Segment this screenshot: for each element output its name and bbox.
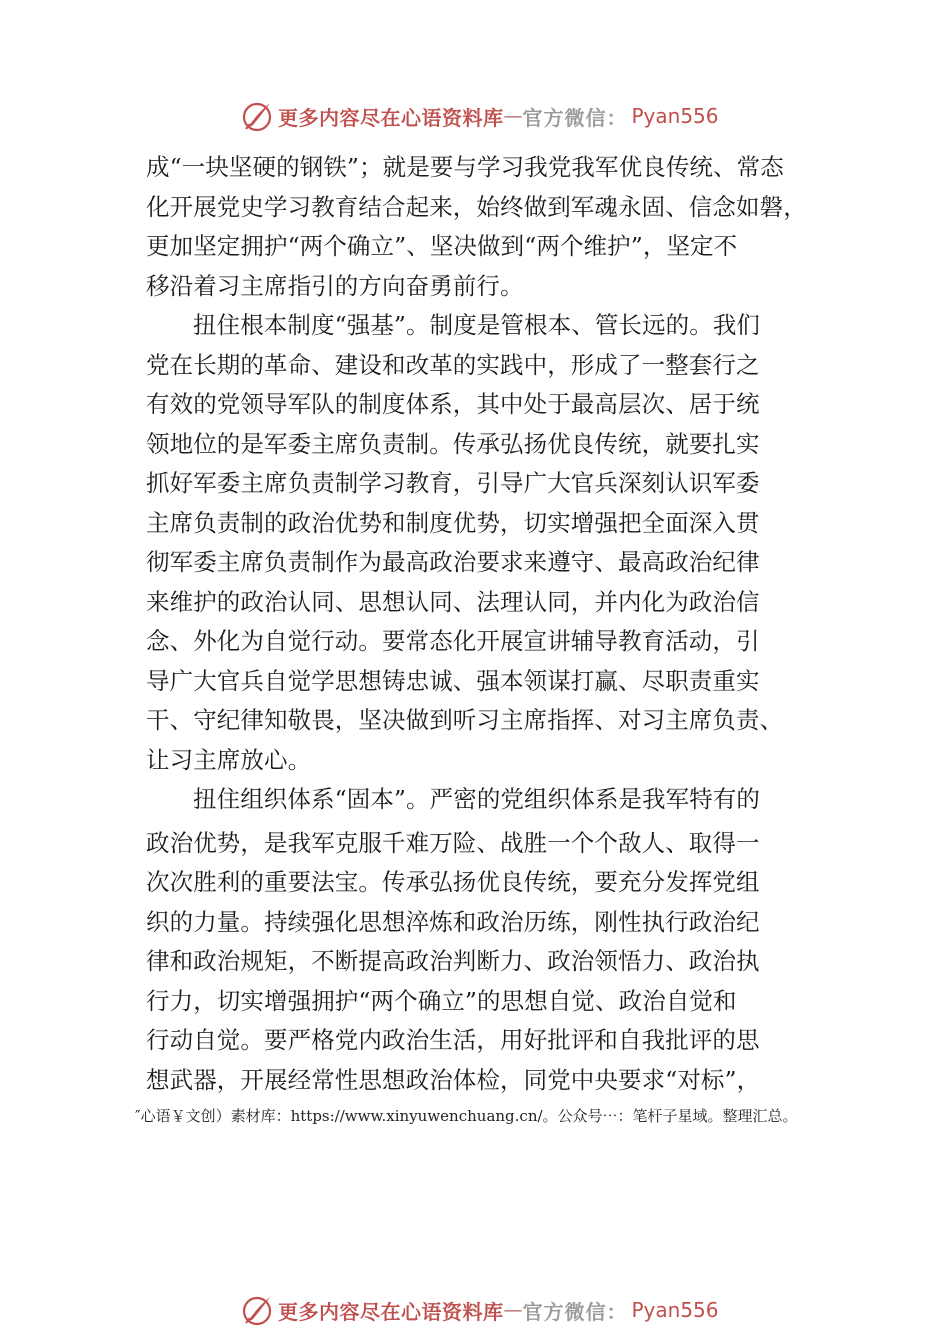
text-line: 念、外化为自觉行动。要常态化开展宣讲辅导教育活动，引 [146, 627, 760, 655]
text-line: 行力，切实增强拥护“两个确立”的思想自觉、政治自觉和 [146, 986, 737, 1015]
banner-label: 官方微信： [522, 105, 628, 130]
text-line: 主席负责制的政治优势和制度优势，切实增强把全面深入贯 [146, 508, 760, 537]
text-line: 彻军委主席负责制作为最高政治要求来遵守、最高政治纪律 [146, 548, 760, 576]
text-line: 化开展党史学习教育结合起来，始终做到军魂永固、信念如磐， [146, 192, 807, 221]
text-line: 有效的党领导军队的制度体系，其中处于最高层次、居于统 [146, 390, 760, 418]
banner-wechat-id: Pyan556 [631, 104, 719, 128]
paragraph-start-line: 扭住组织体系“固本”。严密的党组织体系是我军特有的 [193, 785, 761, 813]
paragraph-start-line: 扭住根本制度“强基”。制度是管根本、管长远的。我们 [193, 311, 761, 339]
footer-banner [240, 1290, 719, 1330]
text-line: 干、守纪律知敬畏，坚决做到听习主席指挥、对习主席负责、 [146, 706, 784, 734]
text-line: 织的力量。持续强化思想淬炼和政治历练，刚性执行政治纪 [146, 907, 760, 936]
banner-main-text: 更多内容尽在心语资料库 [278, 1299, 504, 1324]
text-line: 政治优势，是我军克服千难万险、战胜一个个敌人、取得一 [146, 828, 760, 857]
banner-separator: — [503, 1299, 523, 1321]
document-body [146, 148, 810, 1100]
text-line: 次次胜利的重要法宝。传承弘扬优良传统，要充分发挥党组 [146, 868, 760, 896]
text-line: 导广大官兵自觉学思想铸忠诚、强本领谋打赢、尽职责重实 [146, 666, 760, 695]
banner-separator: — [503, 105, 523, 127]
banner-label: 官方微信： [522, 1299, 628, 1324]
header-banner [240, 96, 719, 136]
quill-logo-icon [240, 1293, 274, 1327]
banner-main-text: 更多内容尽在心语资料库 [278, 105, 504, 130]
text-line: 行动自觉。要严格党内政治生活，用好批评和自我批评的思 [146, 1026, 760, 1054]
text-line: 领地位的是军委主席负责制。传承弘扬优良传统，就要扎实 [146, 429, 760, 458]
text-line: 律和政治规矩，不断提高政治判断力、政治领悟力、政治执 [146, 947, 760, 975]
quill-logo-icon [240, 99, 274, 133]
text-line: 移沿着习主席指引的方向奋勇前行。 [146, 271, 524, 300]
text-line: 更加坚定拥护“两个确立”、坚决做到“两个维护”，坚定不 [146, 232, 738, 260]
text-line: 让习主席放心。 [146, 745, 312, 774]
text-line: 党在长期的革命、建设和改革的实践中，形成了一整套行之 [146, 350, 760, 379]
source-footnote: ″心语￥文创）素材库：https://www.xinyuwenchuang.cn/。公众号⋯：笔杆子星域。整理汇总。 [135, 1107, 798, 1125]
banner-wechat-id: Pyan556 [631, 1298, 719, 1322]
text-line: 来维护的政治认同、思想认同、法理认同，并内化为政治信 [146, 587, 760, 616]
text-line: 抓好军委主席负责制学习教育，引导广大官兵深刻认识军委 [146, 469, 760, 497]
text-line: 成“一块坚硬的钢铁”；就是要与学习我党我军优良传统、常态 [146, 153, 784, 181]
text-line: 想武器，开展经常性思想政治体检，同党中央要求“对标”， [146, 1065, 761, 1094]
